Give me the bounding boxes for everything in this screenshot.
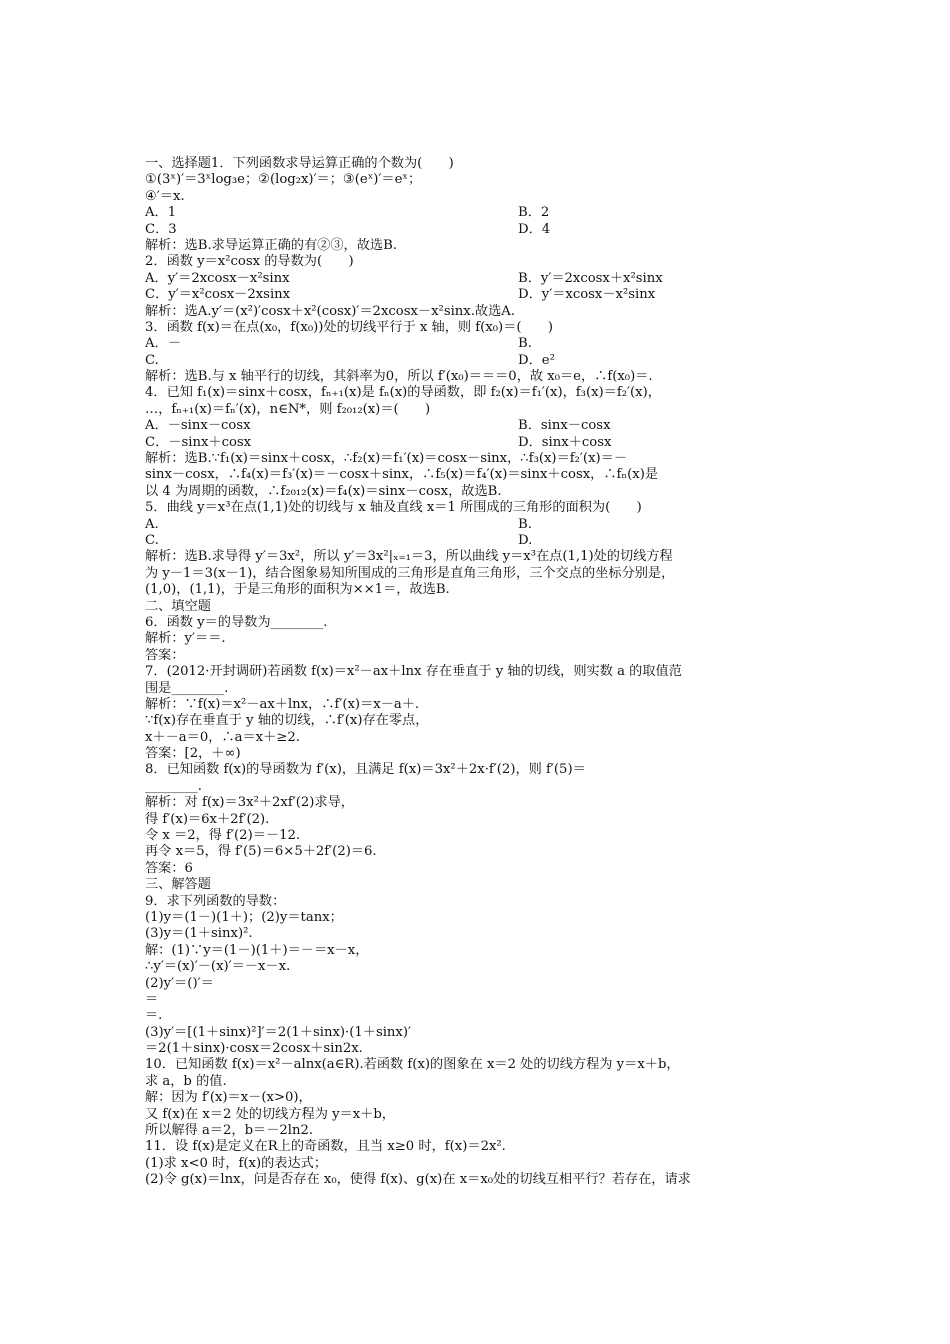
text-line: 解析：y′＝＝.: [145, 631, 226, 647]
text-line: …，fₙ₊₁(x)＝fₙ′(x)，n∈N*，则 f₂₀₁₂(x)＝( ): [145, 401, 431, 417]
text-line: 二、填空题: [145, 598, 211, 614]
option-text: B．y′＝2xcosx＋x²sinx: [518, 270, 663, 286]
option-row: [145, 336, 813, 352]
option-row: [145, 533, 813, 549]
text-line: 为 y－1＝3(x－1)，结合图象易知所围成的三角形是直角三角形，三个交点的坐标分别是，: [145, 565, 675, 581]
option-row: [145, 353, 813, 369]
text-line: ＝2(1＋sinx)·cosx＝2cosx＋sin2x.: [145, 1041, 363, 1057]
option-text: D．sinx＋cosx: [518, 434, 612, 450]
text-line: 3．函数 f(x)＝在点(x₀，f(x₀))处的切线平行于 x 轴，则 f(x₀)＝( ): [145, 319, 554, 335]
text-line: 一、选择题1．下列函数求导运算正确的个数为( ): [145, 156, 454, 171]
text-line: 7．(2012·开封调研)若函数 f(x)＝x²－ax＋lnx 存在垂直于 y 轴的切线，则实数 a 的取值范: [145, 664, 682, 680]
text-line: 围是________.: [145, 680, 229, 696]
text-line: (2)令 g(x)＝lnx，问是否存在 x₀，使得 f(x)、g(x)在 x＝x₀处的切线互相平行？若存在，请求: [145, 1172, 691, 1188]
text-line: 解：因为 f′(x)＝x－(x>0)，: [145, 1090, 312, 1106]
option-text: C．y′＝x²cosx－2xsinx: [145, 287, 291, 303]
text-line: (2)y′＝()′＝: [145, 975, 214, 991]
text-line: sinx－cosx，∴f₄(x)＝f₃′(x)＝－cosx＋sinx，∴f₅(x)＝f₄′(x)＝sinx＋cosx，∴fₙ(x)是: [145, 467, 659, 483]
text-line: x＋－a＝0，∴a＝x＋≥2.: [145, 729, 300, 745]
text-line: ①(3ˣ)′＝3ˣlog₃e；②(log₂x)′＝；③(eˣ)′＝eˣ；: [145, 172, 422, 188]
option-text: C．3: [145, 221, 177, 237]
option-text: D．y′＝xcosx－x²sinx: [518, 287, 656, 303]
option-text: A．1: [145, 205, 177, 221]
text-line: ∵f(x)存在垂直于 y 轴的切线，∴f′(x)存在零点，: [145, 713, 429, 729]
text-line: 又 f(x)在 x＝2 处的切线方程为 y＝x＋b，: [145, 1106, 395, 1122]
text-line: 10．已知函数 f(x)＝x²－alnx(a∈R).若函数 f(x)的图象在 x＝2 处的切线方程为 y＝x＋b，: [145, 1057, 680, 1073]
text-line: 以 4 为周期的函数，∴f₂₀₁₂(x)＝f₄(x)＝sinx－cosx，故选B.: [145, 483, 502, 499]
text-line: ∴y′＝(x)′－(x)′＝－x－x.: [145, 959, 291, 975]
option-text: B.: [518, 516, 532, 532]
text-line: 解：(1)∵y＝(1－)(1＋)＝－＝x－x，: [145, 942, 369, 958]
option-row: [145, 435, 813, 451]
option-text: B．2: [518, 205, 550, 221]
text-line: 令 x ＝2，得 f′(2)＝－12.: [145, 828, 301, 844]
option-text: C.: [145, 352, 159, 368]
text-line: ＝: [145, 991, 159, 1007]
text-line: 4．已知 f₁(x)＝sinx＋cosx，fₙ₊₁(x)是 fₙ(x)的导函数，即 f₂(x)＝f₁′(x)，f₃(x)＝f₂′(x)，: [145, 385, 661, 401]
text-line: 所以解得 a＝2，b＝－2ln2.: [145, 1123, 314, 1139]
option-row: [145, 222, 813, 238]
text-line: 答案：6: [145, 860, 193, 876]
option-text: D．4: [518, 221, 551, 237]
text-line: 得 f′(x)＝6x＋2f′(2).: [145, 811, 270, 827]
option-text: A.: [145, 516, 159, 532]
option-row: [145, 271, 813, 287]
text-line: (1,0)，(1,1)，于是三角形的面积为××1＝，故选B.: [145, 582, 450, 598]
text-line: 2．函数 y＝x²cosx 的导数为( ): [145, 254, 354, 270]
text-line: 8．已知函数 f(x)的导函数为 f′(x)，且满足 f(x)＝3x²＋2x·f′(2)，则 f′(5)＝: [145, 762, 586, 778]
text-line: 解析：对 f(x)＝3x²＋2xf′(2)求导，: [145, 795, 354, 811]
text-line: ＝.: [145, 1008, 163, 1024]
text-line: 解析：选B.求导得 y′＝3x²，所以 y′＝3x²|ₓ₌₁＝3，所以曲线 y＝x³在点(1,1)处的切线方程: [145, 549, 673, 565]
option-row: [145, 287, 813, 303]
option-row: [145, 205, 813, 221]
text-line: (3)y＝(1＋sinx)².: [145, 926, 253, 942]
text-line: 求 a，b 的值.: [145, 1073, 227, 1089]
option-text: C.: [145, 532, 159, 548]
option-row: [145, 418, 813, 434]
text-line: 三、解答题: [145, 877, 211, 893]
text-line: 解析：∵f(x)＝x²－ax＋lnx，∴f′(x)＝x－a＋.: [145, 696, 420, 712]
text-line: (1)y＝(1－)(1＋)；(2)y＝tanx；: [145, 909, 343, 925]
option-text: A．－: [145, 336, 181, 352]
option-text: A．－sinx－cosx: [145, 418, 251, 434]
option-text: C．－sinx＋cosx: [145, 434, 252, 450]
text-line: ④′＝x.: [145, 188, 185, 204]
text-line: 5．曲线 y＝x³在点(1,1)处的切线与 x 轴及直线 x＝1 所围成的三角形的面积为( ): [145, 500, 642, 516]
text-line: 解析：选A.y′＝(x²)′cosx＋x²(cosx)′＝2xcosx－x²sinx.故选A.: [145, 303, 516, 319]
option-text: B．sinx－cosx: [518, 418, 611, 434]
text-line: ________.: [145, 778, 202, 794]
text-line: 6．函数 y＝的导数为________.: [145, 614, 328, 630]
option-text: D．e²: [518, 352, 555, 368]
text-line: 9．求下列函数的导数：: [145, 893, 286, 909]
text-line: 解析：选B.求导运算正确的有②③，故选B.: [145, 237, 397, 253]
option-row: [145, 517, 813, 533]
document-page: [145, 156, 813, 1189]
option-text: D.: [518, 532, 533, 548]
option-text: A．y′＝2xcosx－x²sinx: [145, 270, 290, 286]
text-line: 答案：[2，＋∞): [145, 746, 241, 762]
text-line: 解析：选B.∵f₁(x)＝sinx＋cosx，∴f₂(x)＝f₁′(x)＝cosx－sinx，∴f₃(x)＝f₂′(x)＝－: [145, 451, 628, 467]
text-line: 解析：选B.与 x 轴平行的切线，其斜率为0，所以 f′(x₀)＝＝＝0，故 x₀＝e，∴f(x₀)＝.: [145, 369, 653, 385]
text-line: 答案：: [145, 647, 185, 663]
text-line: 再令 x＝5，得 f′(5)＝6×5＋2f′(2)＝6.: [145, 844, 377, 860]
text-line: (3)y′＝[(1＋sinx)²]′＝2(1＋sinx)·(1＋sinx)′: [145, 1024, 411, 1040]
text-line: 11．设 f(x)是定义在R上的奇函数，且当 x≥0 时，f(x)＝2x².: [145, 1139, 506, 1155]
text-line: (1)求 x<0 时，f(x)的表达式；: [145, 1155, 328, 1171]
option-text: B.: [518, 336, 532, 352]
